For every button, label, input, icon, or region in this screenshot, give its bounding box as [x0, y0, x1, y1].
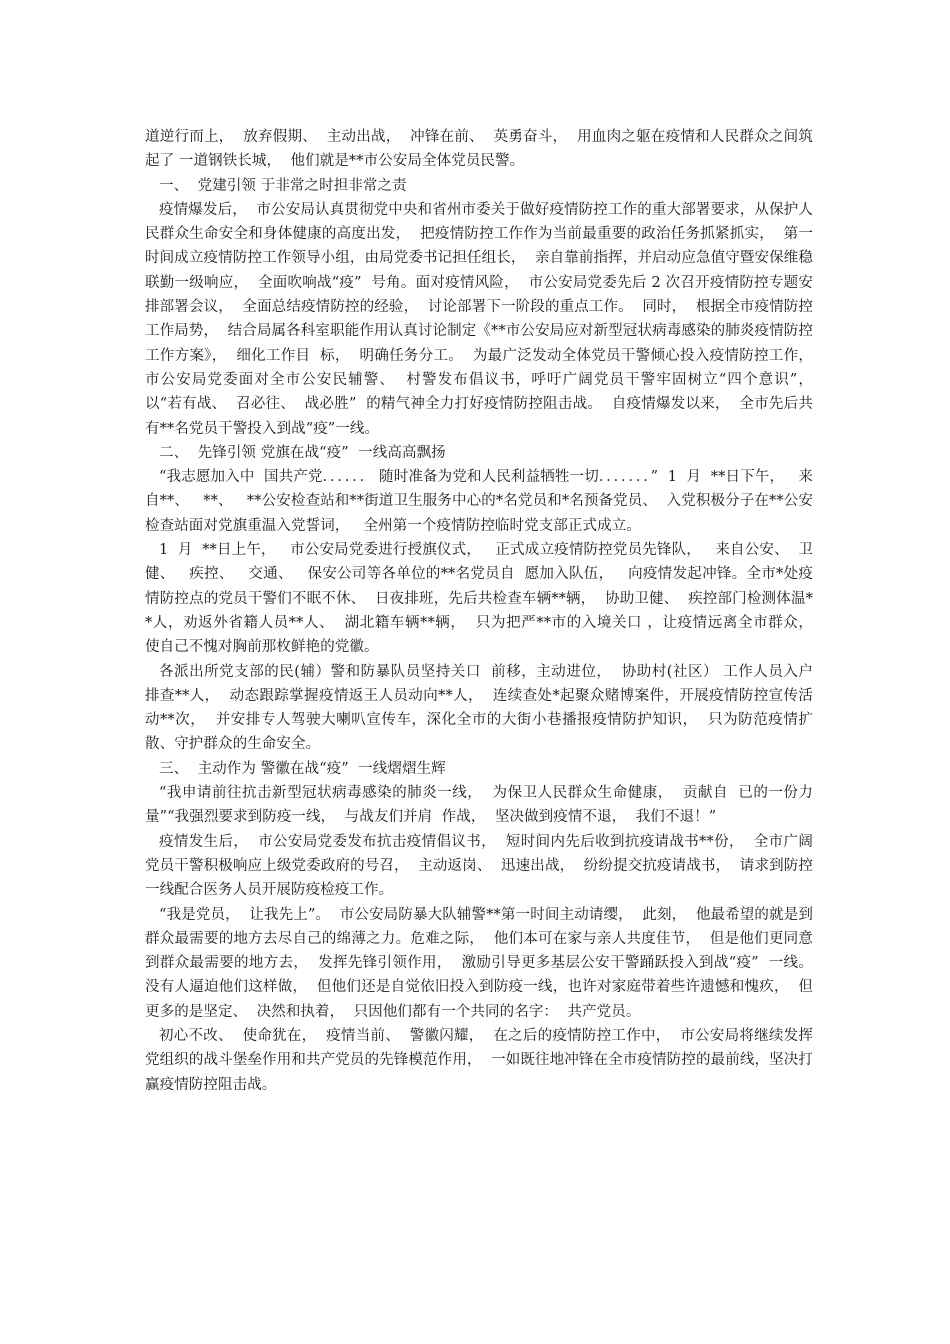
paragraph-party-leadership: 疫情爆发后， 市公安局认真贯彻党中央和省州市委关于做好疫情防控工作的重大部署要求，从保护人民群众生命安全和身体健康的高度出发， 把疫情防控工作作为当前最重要的政治任务抓紧抓实， 第一时间成立疫情防控工作领导小组，由局党委书记担任组长， 亲自靠前指挥，并启动应急值守暨安保维稳联勤一级响应， 全面吹响战“疫” 号角。面对疫情风险， 市公安局党委先后 2 次召开疫情防控专题安排部署会议， 全面总结疫情防控的经验， 讨论部署下一阶段的重点工作。 同时， 根据全市疫情防控工作局势， 结合局属各科室职能作用认真讨论制定《**市公安局应对新型冠状病毒感染的肺炎疫情防控工作方案》， 细化工作目 标， 明确任务分工。 为最广泛发动全体党员干警倾心投入疫情防控工作， 市公安局党委面对全市公安民辅警、 村警发布倡议书，呼吁广阔党员干警牢固树立“四个意识”， 以“若有战、 召必往、 战必胜” 的精气神全力打好疫情防控阻击战。 自疫情爆发以来， 全市先后共有**名党员干警投入到战“疫”一线。 — [145, 201, 823, 437]
paragraph-petitions: 疫情发生后， 市公安局党委发布抗击疫情倡议书， 短时间内先后收到抗疫请战书**份， 全市广阔党员干警积极响应上级党委政府的号召， 主动返岗、 迅速出战， 纷纷提交抗疫请战书， 请求到防控一线配合医务人员开展防疫检疫工作。 — [145, 833, 813, 899]
paragraph-oath: “我志愿加入中 国共产党．．．．．． 随时准备为党和人民利益牺牲一切．．．．．．．” 1 月 **日下午， 来自**、 **、 **公安检查站和**街道卫生服务中心的*名党员和*名预备党员、 入党积极分子在**公安检查站面对党旗重温入党誓词， 全州第一个疫情防控临时党支部正式成立。 — [145, 469, 813, 534]
section-heading-2: 二、 先锋引领 党旗在战“疫” 一线高高飘扬 — [159, 444, 446, 461]
paragraph-conclusion: 初心不改、 使命犹在， 疫情当前、 警徽闪耀， 在之后的疫情防控工作中， 市公安局将继续发挥党组织的战斗堡垒作用和共产党员的先锋模范作用， 一如既往地冲锋在全市疫情防控的最前线，坚决打赢疫情防控阻击战。 — [145, 1027, 813, 1093]
paragraph-application-quote: “我申请前往抗击新型冠状病毒感染的肺炎一线， 为保卫人民群众生命健康， 贡献自 已的一份力量”“我强烈要求到防疫一线， 与战友们并肩 作战， 坚决做到疫情不退， 我们不退！” — [145, 785, 813, 826]
document-body — [145, 125, 823, 1097]
paragraph-police-stations: 各派出所党支部的民(辅）警和防暴队员坚持关口 前移，主动进位， 协助村(社区） 工作人员入户 排查**人， 动态跟踪掌握疫情返王人员动向**人， 连续查处*起聚众赌博案件，开展疫情防控宣传活动**次， 并安排专人驾驶大喇叭宣传车，深化全市的大街小巷播报疫情防护知识， 只为防范疫情扩散、守护群众的生命安全。 — [145, 663, 823, 753]
paragraph-i-am-party-member: “我是党员， 让我先上”。 市公安局防暴大队辅警**第一时间主动请缨， 此刻， 他最希望的就是到群众最需要的地方去尽自己的绵薄之力。危难之际， 他们本可在家与亲人共度佳节， 但是他们更同意到群众最需要的地方去， 发挥先锋引领作用， 激励引导更多基层公安干警踊跃投入到战“疫” 一线。 没有人逼迫他们这样做， 但他们还是自觉依旧投入到防疫一线，也许对家庭带着些许遗憾和愧疚， 但更多的是坚定、 决然和执着， 只因他们都有一个共同的名字： 共产党员。 — [145, 906, 823, 1020]
section-heading-3: 三、 主动作为 警徽在战“疫” 一线熠熠生辉 — [159, 760, 446, 777]
paragraph-vanguard-team: 1 月 **日上午， 市公安局党委进行授旗仪式， 正式成立疫情防控党员先锋队， 来自公安、 卫健、 疾控、 交通、 保安公司等各单位的**名党员自 愿加入队伍， 向疫情发起冲锋。全市*处疫情防控点的党员干警们不眠不休、 日夜排班，先后共检查车辆**辆， 协助卫健、 疾控部门检测体温**人，劝返外省籍人员**人、 湖北籍车辆**辆， 只为把严**市的入境关口 ，让疫情远离全市群众， 使自己不愧对胸前那枚鲜艳的党徽。 — [145, 542, 823, 656]
section-heading-1: 一、 党建引领 于非常之时担非常之责 — [159, 177, 407, 194]
paragraph-intro: 道逆行而上， 放弃假期、 主动出战， 冲锋在前、 英勇奋斗， 用血肉之躯在疫情和人民群众之间筑起了 一道钢铁长城， 他们就是**市公安局全体党员民警。 — [145, 129, 813, 170]
